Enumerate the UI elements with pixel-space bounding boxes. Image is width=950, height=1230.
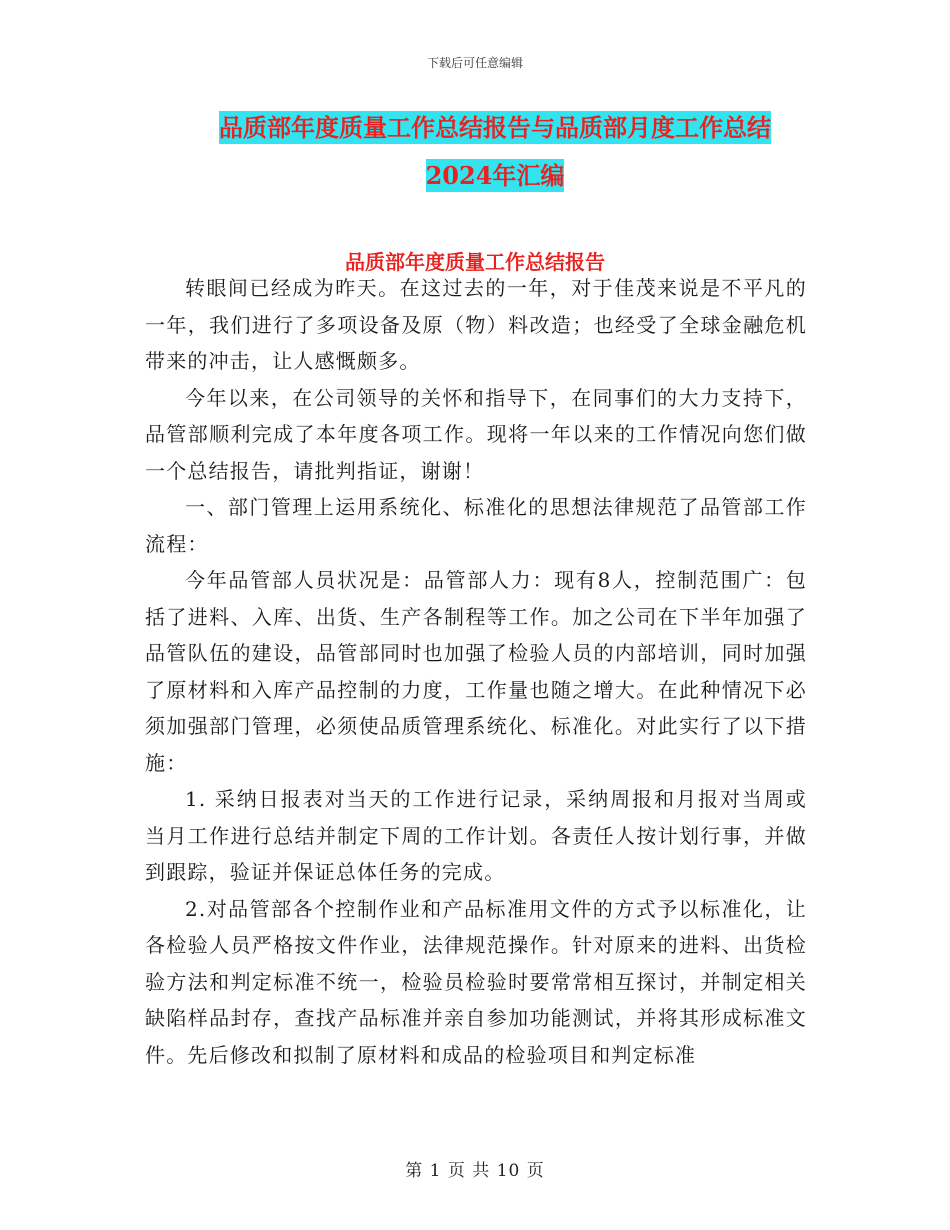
document-title bbox=[140, 104, 850, 200]
paragraph-2: 今年以来，在公司领导的关怀和指导下，在同事们的大力支持下，品管部顺利完成了本年度各项工作。现将一年以来的工作情况向您们做一个总结报告，请批判指证，谢谢！ bbox=[145, 385, 807, 483]
document-body bbox=[145, 270, 807, 1073]
document-title-line-1: 品质部年度质量工作总结报告与品质部月度工作总结 bbox=[219, 113, 771, 142]
page-number-footer: 第 1 页 共 10 页 bbox=[405, 1161, 545, 1181]
document-title-line-2: 2024年汇编 bbox=[425, 161, 565, 190]
paragraph-5: 1. 采纳日报表对当天的工作进行记录，采纳周报和月报对当周或当月工作进行总结并制定下周的工作计划。各责任人按计划行事，并做到跟踪，验证并保证总体任务的完成。 bbox=[145, 787, 807, 884]
paragraph-6: 2.对品管部各个控制作业和产品标准用文件的方式予以标准化，让各检验人员严格按文件作业，法律规范操作。针对原来的进料、出货检验方法和判定标准不统一，检验员检验时要常常相互探讨，并制定相关缺陷样品封存，查找产品标准并亲自参加功能测试，并将其形成标准文件。先后修改和拟制了原材料和成品的检验项目和判定标准 bbox=[145, 896, 807, 1067]
page-header-note: 下载后可任意编辑 bbox=[426, 56, 523, 70]
paragraph-4: 今年品管部人员状况是：品管部人力：现有8人，控制范围广：包括了进料、入库、出货、生产各制程等工作。加之公司在下半年加强了品管队伍的建设，品管部同时也加强了检验人员的内部培训，同时加强了原材料和入库产品控制的力度，工作量也随之增大。在此种情况下必须加强部门管理，必须使品质管理系统化、标准化。对此实行了以下措施： bbox=[145, 568, 807, 775]
paragraph-1: 转眼间已经成为昨天。在这过去的一年，对于佳茂来说是不平凡的一年，我们进行了多项设备及原（物）料改造；也经受了全球金融危机带来的冲击，让人感慨颇多。 bbox=[145, 276, 807, 373]
paragraph-3: 一、部门管理上运用系统化、标准化的思想法律规范了品管部工作流程： bbox=[145, 495, 807, 556]
section-title: 品质部年度质量工作总结报告 bbox=[345, 250, 605, 274]
